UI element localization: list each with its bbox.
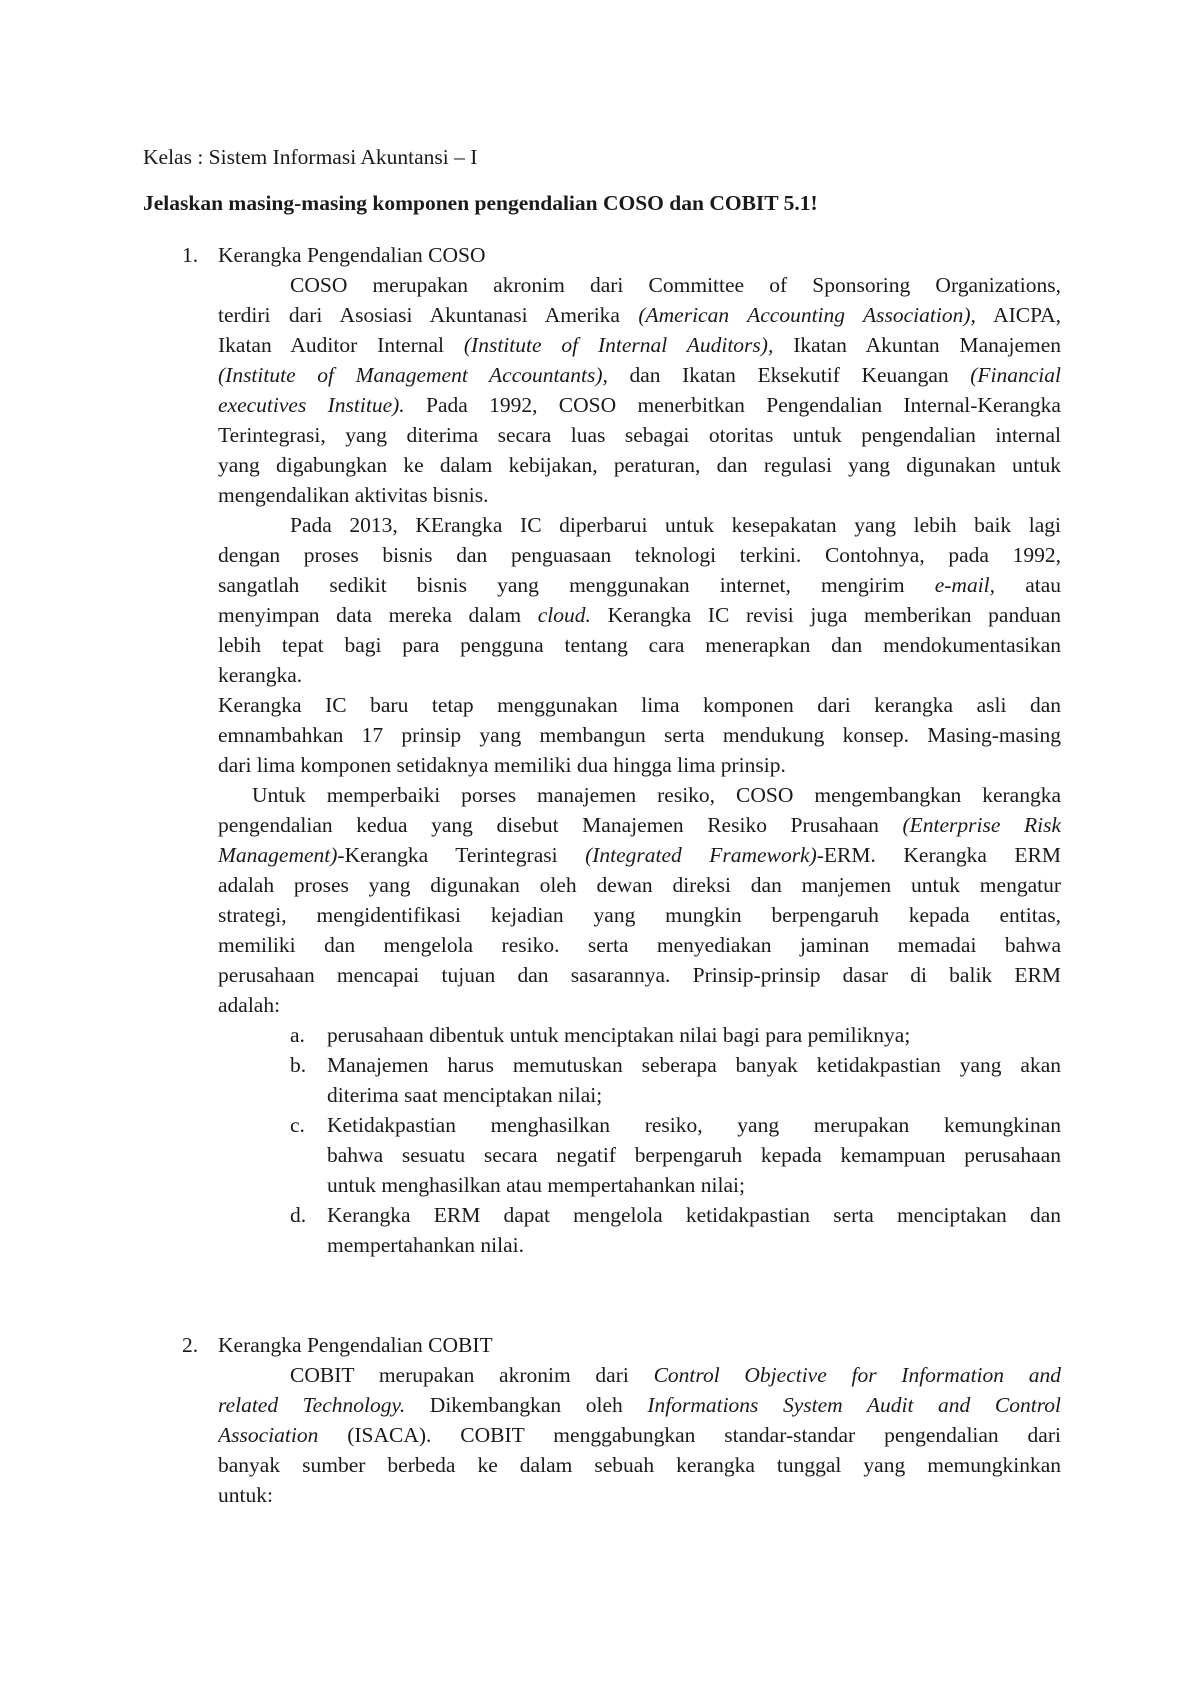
list-item-text: diterima saat menciptakan nilai; [327, 1083, 603, 1107]
text-span: Dikembangkan oleh [405, 1393, 648, 1417]
italic-term: Control Objective for Information and [653, 1363, 1061, 1387]
text-span: yang digabungkan ke dalam kebijakan, peraturan, dan regulasi yang digunakan untuk [218, 453, 1061, 477]
italic-term: e-mail, [934, 573, 996, 597]
text-span: Pada 2013, KErangka IC diperbarui untuk kesepakatan yang lebih baik lagi [290, 513, 1061, 537]
section-2-title: Kerangka Pengendalian COBIT [218, 1333, 493, 1357]
text-line [218, 480, 489, 510]
text-span: dan Ikatan Eksekutif Keuangan [607, 363, 971, 387]
text-span: banyak sumber berbeda ke dalam sebuah kerangka tunggal yang memungkinkan [218, 1453, 1061, 1477]
italic-term: (Enterprise Risk [902, 813, 1061, 837]
text-span: adalah: [218, 993, 281, 1017]
text-span: -ERM. Kerangka ERM [816, 843, 1061, 867]
list-item-text: Manajemen harus memutuskan seberapa banyak ketidakpastian yang akan [327, 1053, 1061, 1077]
text-span: (ISACA). COBIT menggabungkan standar-standar pengendalian dari [318, 1423, 1061, 1447]
text-line [218, 750, 786, 780]
text-line [218, 690, 1061, 720]
text-span: untuk: [218, 1483, 273, 1507]
text-line [218, 570, 1061, 600]
text-span: AICPA, [975, 303, 1061, 327]
italic-term: related Technology. [218, 1393, 406, 1417]
list-item-text: Kerangka ERM dapat mengelola ketidakpastian serta menciptakan dan [327, 1203, 1061, 1227]
text-span: COBIT merupakan akronim dari [290, 1363, 654, 1387]
list-item-text: Ketidakpastian menghasilkan resiko, yang merupakan kemungkinan [327, 1113, 1061, 1137]
italic-term: Association [218, 1423, 319, 1447]
text-span: Ikatan Akuntan Manajemen [773, 333, 1061, 357]
italic-term: (American Accounting Association), [638, 303, 976, 327]
text-line [218, 360, 1061, 390]
question-heading: Jelaskan masing-masing komponen pengendalian COSO dan COBIT 5.1! [143, 191, 818, 215]
text-span: terdiri dari Asosiasi Akuntanasi Amerika [218, 303, 639, 327]
text-span: perusahaan mencapai tujuan dan sasarannya. Prinsip-prinsip dasar di balik ERM [218, 963, 1061, 987]
text-span: Kerangka IC baru tetap menggunakan lima komponen dari kerangka asli dan [218, 693, 1061, 717]
list-item-text: perusahaan dibentuk untuk menciptakan nilai bagi para pemiliknya; [327, 1023, 911, 1047]
text-span: Untuk memperbaiki porses manajemen resiko, COSO mengembangkan kerangka [252, 783, 1061, 807]
text-span: memiliki dan mengelola resiko. serta menyediakan jaminan memadai bahwa [218, 933, 1061, 957]
text-line [290, 1360, 1061, 1390]
text-line [290, 510, 1061, 540]
list-marker: d. [290, 1203, 307, 1227]
text-span: Ikatan Auditor Internal [218, 333, 464, 357]
text-line [218, 990, 280, 1020]
italic-term: Management) [218, 843, 338, 867]
text-span: sangatlah sedikit bisnis yang menggunakan internet, mengirim [218, 573, 935, 597]
text-line [218, 300, 1061, 330]
text-span: adalah proses yang digunakan oleh dewan direksi dan manjemen untuk mengatur [218, 873, 1061, 897]
text-line [218, 870, 1061, 900]
list-item-text: bahwa sesuatu secara negatif berpengaruh kepada kemampuan perusahaan [327, 1143, 1061, 1167]
text-span: lebih tepat bagi para pengguna tentang cara menerapkan dan mendokumentasikan [218, 633, 1061, 657]
italic-term: (Institute of Internal Auditors), [463, 333, 774, 357]
text-line [218, 630, 1061, 660]
text-line [218, 900, 1061, 930]
text-span: atau [995, 573, 1061, 597]
text-span: -Kerangka Terintegrasi [337, 843, 586, 867]
text-line [218, 330, 1061, 360]
text-line [218, 840, 1061, 870]
italic-term: executives Institue). [218, 393, 405, 417]
text-line [218, 810, 1061, 840]
text-line [218, 540, 1061, 570]
text-line [218, 1450, 1061, 1480]
section-2-number: 2. [182, 1333, 199, 1357]
italic-term: cloud. [537, 603, 591, 627]
text-span: dengan proses bisnis dan penguasaan teknologi terkini. Contohnya, pada 1992, [218, 543, 1061, 567]
text-line [218, 960, 1061, 990]
text-span: emnambahkan 17 prinsip yang membangun serta mendukung konsep. Masing-masing [218, 723, 1061, 747]
class-line: Kelas : Sistem Informasi Akuntansi – I [143, 145, 478, 169]
text-line [252, 780, 1061, 810]
text-span: COSO merupakan akronim dari [290, 273, 649, 297]
text-line [218, 720, 1061, 750]
italic-term: (Institute of Management Accountants), [218, 363, 608, 387]
italic-term: Informations System Audit and Control [647, 1393, 1061, 1417]
text-span: Committee of Sponsoring Organizations, [648, 273, 1061, 297]
text-span: pengendalian kedua yang disebut Manajemen Resiko Prusahaan [218, 813, 903, 837]
text-line [218, 1420, 1061, 1450]
text-span: Terintegrasi, yang diterima secara luas sebagai otoritas untuk pengendalian internal [218, 423, 1061, 447]
text-span: Pada 1992, COSO menerbitkan Pengendalian Internal-Kerangka [404, 393, 1061, 417]
text-line [218, 1390, 1061, 1420]
section-1-number: 1. [182, 243, 199, 267]
text-span: kerangka. [218, 663, 303, 687]
text-line [290, 270, 1061, 300]
text-line [218, 600, 1061, 630]
text-span: menyimpan data mereka dalam [218, 603, 538, 627]
italic-term: (Financial [970, 363, 1061, 387]
list-item-text: untuk menghasilkan atau mempertahankan nilai; [327, 1173, 745, 1197]
text-line [218, 660, 302, 690]
text-span: strategi, mengidentifikasi kejadian yang mungkin berpengaruh kepada entitas, [218, 903, 1061, 927]
text-line [218, 450, 1061, 480]
text-span: mengendalikan aktivitas bisnis. [218, 483, 489, 507]
text-line [218, 1480, 273, 1510]
text-line [218, 420, 1061, 450]
section-1-title: Kerangka Pengendalian COSO [218, 243, 486, 267]
list-marker: c. [290, 1113, 305, 1137]
text-line [218, 390, 1061, 420]
text-span: dari lima komponen setidaknya memiliki dua hingga lima prinsip. [218, 753, 786, 777]
list-marker: b. [290, 1053, 307, 1077]
list-marker: a. [290, 1023, 305, 1047]
text-line [218, 930, 1061, 960]
italic-term: (Integrated Framework) [585, 843, 817, 867]
list-item-text: mempertahankan nilai. [327, 1233, 525, 1257]
text-span: Kerangka IC revisi juga memberikan panduan [590, 603, 1061, 627]
